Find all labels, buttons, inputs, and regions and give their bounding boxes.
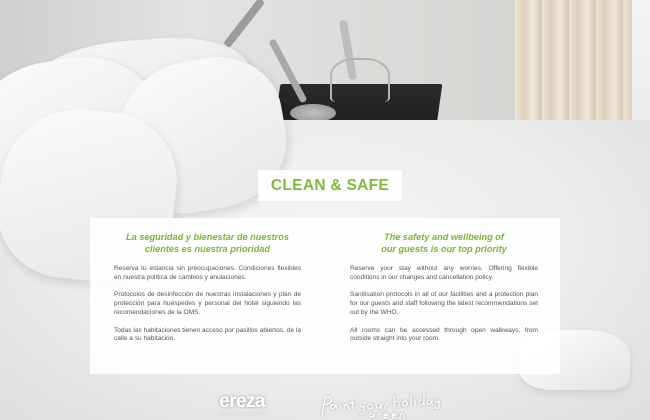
english-heading-line2: our guests is our top priority [381, 243, 507, 254]
ereza-logo [208, 392, 276, 420]
brand-subtitle: HOTELS & RESORTS [217, 411, 267, 416]
english-paragraph-2: Sanitisation protocols in all of our facilities and a protection plan for our guests and staff following the latest recommendations set out by the WHO. [350, 291, 538, 316]
english-column [350, 232, 538, 374]
english-heading [350, 232, 538, 255]
spanish-paragraph-3: Todas las habitaciones tienen acceso por pasillos abiertos, de la calle a su habitación. [114, 326, 301, 343]
info-panel [90, 218, 560, 374]
spanish-heading-line1: La seguridad y bienestar de nuestros [126, 232, 289, 242]
handwritten-slogan [318, 386, 443, 420]
spanish-paragraph-1: Reserva tu estancia sin preocupaciones. Condiciones flexibles en nuestra política de cambios y anulaciones. [114, 265, 301, 281]
title-badge [258, 170, 402, 201]
spanish-column [114, 232, 301, 374]
page-title: CLEAN & SAFE [270, 176, 390, 194]
slogan-script-icon [318, 386, 443, 420]
english-heading-line1: The safety and wellbeing of [384, 232, 504, 242]
english-paragraph-1: Reserve your stay without any worries. Offering flexible conditions in our changes and cancellation policy. [350, 265, 538, 281]
spanish-paragraph-2: Protocolos de desinfección de nuestras instalaciones y plan de protección para huéspedes y personal del hotel siguiendo las recomendaciones de la OMS. [114, 291, 301, 316]
brand-name: ereza [219, 391, 265, 412]
spanish-heading-line2: clientes es nuestra prioridad [144, 243, 271, 254]
ornament [330, 58, 390, 102]
english-paragraph-3: All rooms can be accessed through open walkways, from outside straight into your room. [350, 326, 538, 343]
spanish-heading [114, 232, 301, 255]
